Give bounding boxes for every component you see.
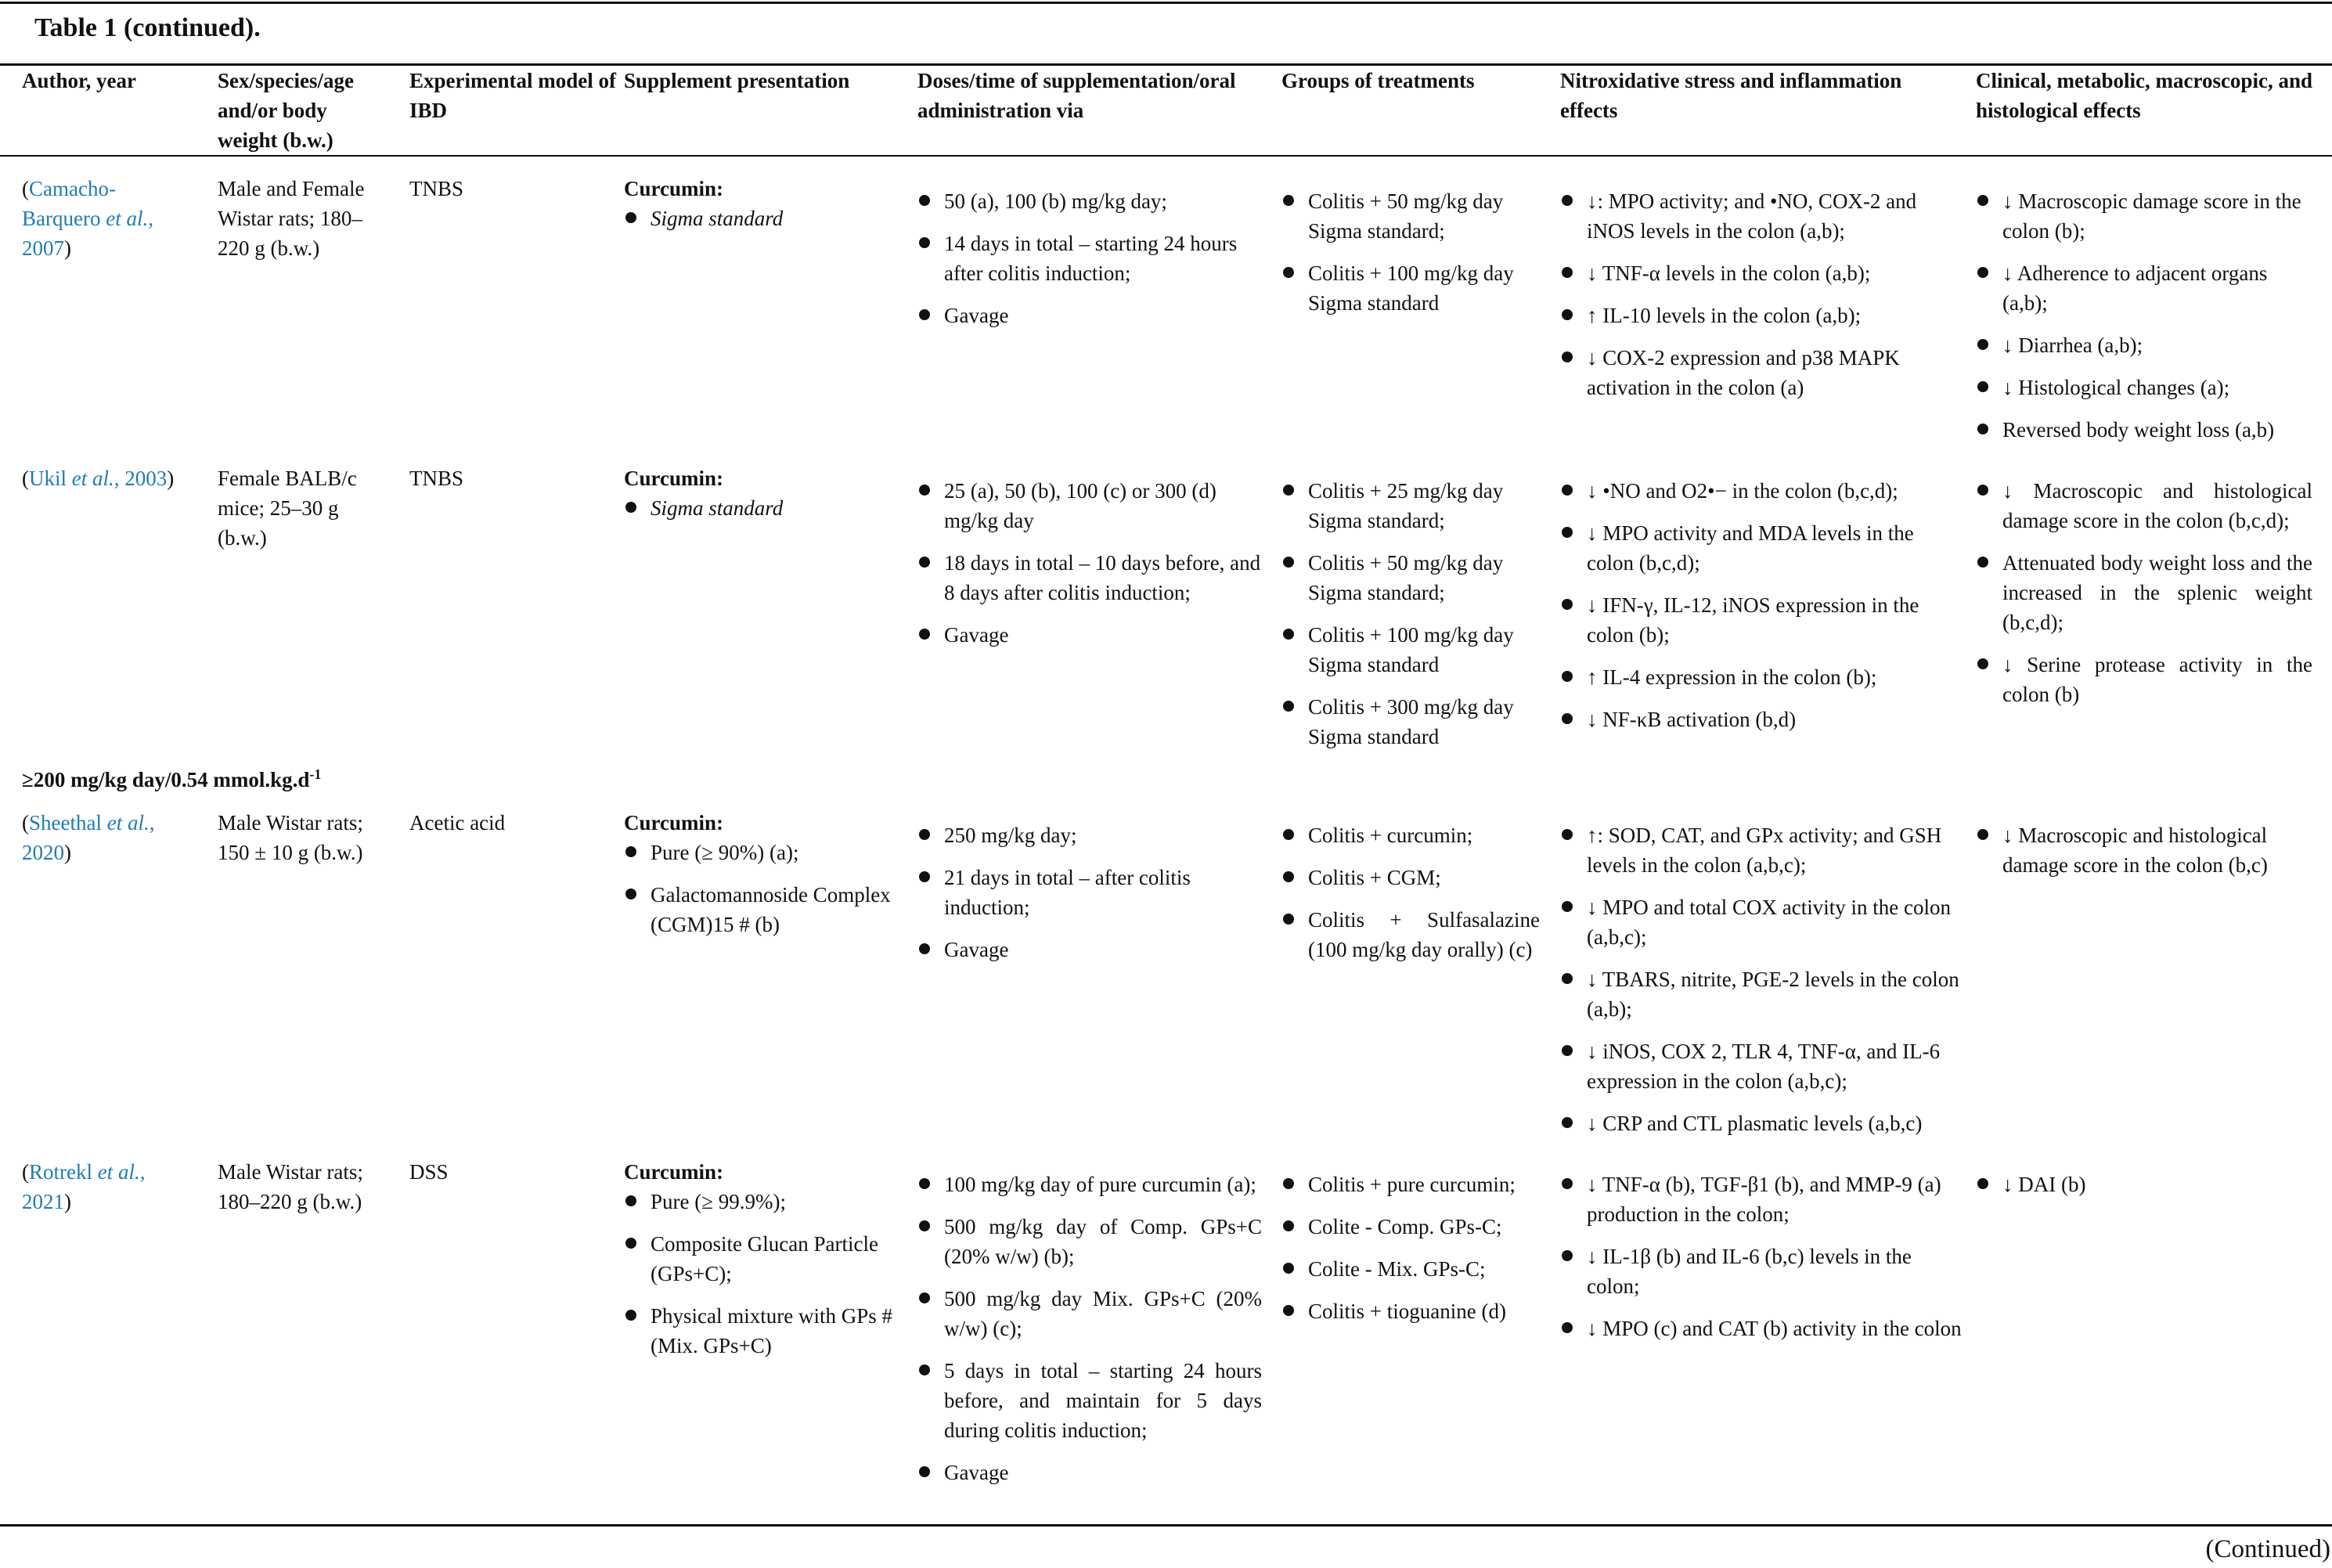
list-item: Galactomannoside Complex (CGM)15 # (b)	[624, 880, 894, 939]
supplement-cell	[624, 808, 894, 952]
supplement-heading: Curcumin:	[624, 177, 724, 200]
doses-cell	[917, 186, 1262, 343]
list-item: Colite - Mix. GPs-C;	[1281, 1254, 1540, 1284]
list-item: Colitis + 100 mg/kg day Sigma standard	[1281, 620, 1540, 679]
list-item: Colitis + 100 mg/kg day Sigma standard	[1281, 258, 1540, 318]
nitro-cell	[1560, 820, 1963, 1151]
list-item: 5 days in total – starting 24 hours before, and maintain for 5 days during colitis induction;	[917, 1356, 1262, 1445]
author-cell: (Camacho-Barquero et al., 2007)	[22, 177, 153, 260]
list-item: ↓: MPO activity; and •NO, COX-2 and iNOS levels in the colon (a,b);	[1560, 186, 1963, 246]
list-item: Pure (≥ 99.9%);	[624, 1187, 894, 1217]
list-item: 500 mg/kg day Mix. GPs+C (20% w/w) (c);	[917, 1284, 1262, 1343]
groups-cell	[1281, 186, 1540, 330]
list-item: ↓ Macroscopic and histological damage score in the colon (b,c)	[1976, 820, 2312, 880]
list-item: ↓ DAI (b)	[1976, 1170, 2312, 1199]
author-cell: (Sheethal et al., 2020)	[22, 811, 155, 864]
header-sex: Sex/species/age and/or body weight (b.w.)	[218, 69, 354, 152]
list-item: 50 (a), 100 (b) mg/kg day;	[917, 186, 1262, 216]
header-nitro: Nitroxidative stress and inflammation effects	[1560, 69, 1902, 122]
list-item: Reversed body weight loss (a,b)	[1976, 415, 2312, 445]
supplement-heading: Curcumin:	[624, 811, 724, 834]
list-item: ↓ MPO (c) and CAT (b) activity in the colon	[1560, 1314, 1963, 1343]
header-groups: Groups of treatments	[1281, 69, 1475, 92]
nitro-cell	[1560, 1170, 1963, 1356]
list-item: ↓ Macroscopic damage score in the colon (b);	[1976, 186, 2312, 246]
header-doses: Doses/time of supplementation/oral administration via	[917, 69, 1236, 122]
list-item: Attenuated body weight loss and the increased in the splenic weight (b,c,d);	[1976, 548, 2312, 637]
list-item: ↓ MPO and total COX activity in the colon (a,b,c);	[1560, 892, 1963, 952]
section-label: ≥200 mg/kg day/0.54 $mmol.kg.d^{-1}$	[22, 766, 322, 791]
list-item: ↓ Adherence to adjacent organs (a,b);	[1976, 258, 2312, 318]
list-item: ↓ IL-1β (b) and IL-6 (b,c) levels in the colon;	[1560, 1242, 1963, 1301]
citation-link[interactable]: Camacho-Barquero et al., 2007	[22, 177, 153, 260]
nitro-cell	[1560, 186, 1963, 415]
sex-cell: Male and Female Wistar rats; 180–220 g (b.w.)	[218, 177, 365, 260]
list-item: Colitis + Sulfasalazine (100 mg/kg day orally) (c)	[1281, 905, 1540, 964]
list-item: ↓ CRP and CTL plasmatic levels (a,b,c)	[1560, 1108, 1963, 1138]
supplement-heading: Curcumin:	[624, 1160, 724, 1184]
list-item: ↓ COX-2 expression and p38 MAPK activation in the colon (a)	[1560, 343, 1963, 402]
list-item: Gavage	[917, 935, 1262, 964]
clinical-cell	[1976, 1170, 2312, 1212]
list-item: Pure (≥ 90%) (a);	[624, 838, 894, 867]
top-rule	[0, 2, 2332, 4]
model-cell: TNBS	[409, 467, 464, 490]
citation-link[interactable]: Ukil et al., 2003	[29, 467, 168, 490]
citation-link[interactable]: Rotrekl et al., 2021	[22, 1160, 146, 1213]
citation-link[interactable]: Sheethal et al., 2020	[22, 811, 155, 864]
clinical-cell	[1976, 476, 2312, 722]
list-item: 25 (a), 50 (b), 100 (c) or 300 (d) mg/kg day	[917, 476, 1262, 535]
nitro-cell	[1560, 476, 1963, 747]
list-item: Composite Glucan Particle (GPs+C);	[624, 1229, 894, 1289]
supplement-cell	[624, 174, 894, 246]
header-clinical: Clinical, metabolic, macroscopic, and histological effects	[1976, 69, 2312, 122]
list-item: ↓ MPO activity and MDA levels in the colon (b,c,d);	[1560, 518, 1963, 578]
list-item: ↑: SOD, CAT, and GPx activity; and GSH levels in the colon (a,b,c);	[1560, 820, 1963, 880]
doses-cell	[917, 1170, 1262, 1500]
list-item: ↓ Histological changes (a);	[1976, 373, 2312, 402]
list-item: ↓ Diarrhea (a,b);	[1976, 330, 2312, 360]
list-item: 21 days in total – after colitis induction;	[917, 863, 1262, 922]
groups-cell	[1281, 820, 1540, 977]
list-item: 14 days in total – starting 24 hours after colitis induction;	[917, 229, 1262, 288]
list-item: ↓ TNF-α levels in the colon (a,b);	[1560, 258, 1963, 288]
clinical-cell	[1976, 186, 2312, 457]
list-item: ↓ •NO and O2•− in the colon (b,c,d);	[1560, 476, 1963, 506]
model-cell: Acetic acid	[409, 811, 506, 834]
list-item: 100 mg/kg day of pure curcumin (a);	[917, 1170, 1262, 1199]
sex-cell: Male Wistar rats; 150 ± 10 g (b.w.)	[218, 811, 363, 864]
list-item: ↑ IL-4 expression in the colon (b);	[1560, 662, 1963, 692]
list-item: Colitis + pure curcumin;	[1281, 1170, 1540, 1199]
bottom-rule	[0, 1524, 2332, 1527]
list-item: Colitis + 300 mg/kg day Sigma standard	[1281, 692, 1540, 752]
list-item: Gavage	[917, 301, 1262, 330]
header-author: Author, year	[22, 69, 136, 92]
model-cell: DSS	[409, 1160, 449, 1184]
list-item: ↓ Serine protease activity in the colon (b)	[1976, 650, 2312, 709]
supplement-cell	[624, 463, 894, 535]
list-item: ↑ IL-10 levels in the colon (a,b);	[1560, 301, 1963, 330]
author-cell: (Ukil et al., 2003)	[22, 467, 175, 490]
list-item: 250 mg/kg day;	[917, 820, 1262, 850]
list-item: ↓ NF-κB activation (b,d)	[1560, 705, 1963, 734]
list-item: ↓ TBARS, nitrite, PGE-2 levels in the colon (a,b);	[1560, 964, 1963, 1024]
list-item: Gavage	[917, 1458, 1262, 1487]
list-item: Colitis + tioguanine (d)	[1281, 1296, 1540, 1326]
list-item: ↓ TNF-α (b), TGF-β1 (b), and MMP-9 (a) production in the colon;	[1560, 1170, 1963, 1229]
list-item: Gavage	[917, 620, 1262, 650]
list-item: 18 days in total – 10 days before, and 8 days after colitis induction;	[917, 548, 1262, 607]
author-cell: (Rotrekl et al., 2021)	[22, 1160, 146, 1213]
list-item: Colitis + curcumin;	[1281, 820, 1540, 850]
continued-note: (Continued)	[2205, 1535, 2330, 1563]
groups-cell	[1281, 476, 1540, 764]
header-bottom-rule	[0, 155, 2332, 157]
header-supplement: Supplement presentation	[624, 69, 850, 92]
sex-cell: Male Wistar rats; 180–220 g (b.w.)	[218, 1160, 363, 1213]
supplement-cell	[624, 1157, 894, 1373]
list-item: ↓ Macroscopic and histological damage score in the colon (b,c,d);	[1976, 476, 2312, 535]
doses-cell	[917, 820, 1262, 977]
table-title: Table 1 (continued).	[34, 13, 261, 42]
supplement-heading: Curcumin:	[624, 467, 724, 490]
model-cell: TNBS	[409, 177, 464, 200]
list-item: Colitis + CGM;	[1281, 863, 1540, 892]
list-item: Sigma standard	[624, 204, 894, 233]
sex-cell: Female BALB/c mice; 25–30 g (b.w.)	[218, 467, 357, 550]
list-item: Colitis + 50 mg/kg day Sigma standard;	[1281, 548, 1540, 607]
list-item: Colitis + 25 mg/kg day Sigma standard;	[1281, 476, 1540, 535]
list-item: ↓ IFN-γ, IL-12, iNOS expression in the colon (b);	[1560, 590, 1963, 650]
list-item: 500 mg/kg day of Comp. GPs+C (20% w/w) (b);	[917, 1212, 1262, 1271]
list-item: Colite - Comp. GPs-C;	[1281, 1212, 1540, 1242]
list-item: Physical mixture with GPs # (Mix. GPs+C)	[624, 1301, 894, 1361]
list-item: Colitis + 50 mg/kg day Sigma standard;	[1281, 186, 1540, 246]
clinical-cell	[1976, 820, 2312, 892]
header-model: Experimental model of IBD	[409, 69, 616, 122]
list-item: ↓ iNOS, COX 2, TLR 4, TNF-α, and IL-6 expression in the colon (a,b,c);	[1560, 1036, 1963, 1096]
list-item: Sigma standard	[624, 493, 894, 523]
doses-cell	[917, 476, 1262, 662]
groups-cell	[1281, 1170, 1540, 1339]
